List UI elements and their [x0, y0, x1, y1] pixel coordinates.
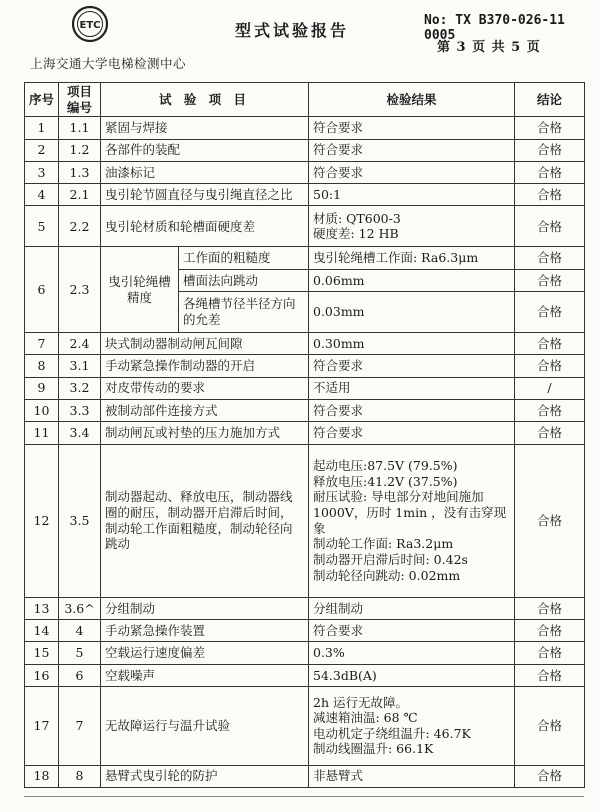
- row-seq: 8: [25, 355, 59, 377]
- row-result: 符合要求: [309, 422, 515, 444]
- row-seq: 6: [25, 247, 59, 333]
- row-conclusion: 合格: [515, 161, 585, 183]
- row-seq: 7: [25, 333, 59, 355]
- row-item: 分组制动: [101, 597, 309, 619]
- col-header-conclusion: 结论: [515, 83, 585, 117]
- table-row: [25, 597, 585, 619]
- table-row: [25, 184, 585, 206]
- row-conclusion: 合格: [515, 355, 585, 377]
- table-row: [25, 664, 585, 686]
- row-conclusion: 合格: [515, 399, 585, 421]
- row-seq: 14: [25, 620, 59, 642]
- logo-text: ETC: [79, 20, 101, 31]
- row-result: 曳引轮绳槽工作面: Ra6.3μm: [309, 247, 515, 269]
- row-result: 50:1: [309, 184, 515, 206]
- row-code: 3.4: [59, 422, 101, 444]
- row-item: 制动闸瓦或衬垫的压力施加方式: [101, 422, 309, 444]
- row-subitem: 工作面的粗糙度: [179, 247, 309, 269]
- row-result: 符合要求: [309, 399, 515, 421]
- row-conclusion: 合格: [515, 117, 585, 139]
- row-result: 非悬臂式: [309, 765, 515, 788]
- table-row: [25, 620, 585, 642]
- row-result: 符合要求: [309, 139, 515, 161]
- row-result: 0.03mm: [309, 292, 515, 333]
- row-conclusion: 合格: [515, 269, 585, 291]
- row-seq: 16: [25, 664, 59, 686]
- table-row: [25, 139, 585, 161]
- row-result: 0.30mm: [309, 333, 515, 355]
- table-row: [25, 333, 585, 355]
- row-result: 不适用: [309, 377, 515, 399]
- row-seq: 3: [25, 161, 59, 183]
- row-seq: 15: [25, 642, 59, 664]
- row-conclusion: 合格: [515, 247, 585, 269]
- row-code: 4: [59, 620, 101, 642]
- row-code: 3.3: [59, 399, 101, 421]
- col-header-seq: 序号: [25, 83, 59, 117]
- etc-logo: [70, 4, 110, 44]
- row-seq: 4: [25, 184, 59, 206]
- row-seq: 10: [25, 399, 59, 421]
- row-result: 符合要求: [309, 161, 515, 183]
- row-code: 1.2: [59, 139, 101, 161]
- test-report-table: [24, 82, 585, 788]
- table-row: [25, 206, 585, 247]
- row-item: 曳引轮节圆直径与曳引绳直径之比: [101, 184, 309, 206]
- table-row: [25, 117, 585, 139]
- table-header-row: [25, 83, 585, 117]
- row-code: 1.3: [59, 161, 101, 183]
- row-item: 油漆标记: [101, 161, 309, 183]
- row-conclusion: 合格: [515, 292, 585, 333]
- row-item: 块式制动器制动闸瓦间隙: [101, 333, 309, 355]
- row-item: 悬臂式曳引轮的防护: [101, 765, 309, 788]
- row-code: 2.4: [59, 333, 101, 355]
- row-conclusion: 合格: [515, 642, 585, 664]
- row-item: 无故障运行与温升试验: [101, 687, 309, 765]
- row-code: 3.1: [59, 355, 101, 377]
- row-conclusion: 合格: [515, 422, 585, 444]
- row-item: 空载噪声: [101, 664, 309, 686]
- row-result: 分组制动: [309, 597, 515, 619]
- row-item: 手动紧急操作装置: [101, 620, 309, 642]
- row-seq: 5: [25, 206, 59, 247]
- row-result: 符合要求: [309, 117, 515, 139]
- report-title: 型式试验报告: [235, 21, 350, 40]
- row-seq: 2: [25, 139, 59, 161]
- row-result: 0.3%: [309, 642, 515, 664]
- row-code: 8: [59, 765, 101, 788]
- row-item: 手动紧急操作制动器的开启: [101, 355, 309, 377]
- row-code: 3.5: [59, 444, 101, 597]
- row-seq: 13: [25, 597, 59, 619]
- row-seq: 11: [25, 422, 59, 444]
- table-row: [25, 161, 585, 183]
- table-row: [25, 687, 585, 765]
- row-result: 符合要求: [309, 620, 515, 642]
- row-code: 1.1: [59, 117, 101, 139]
- table-row: [25, 642, 585, 664]
- table-row: [25, 377, 585, 399]
- row-item: 空载运行速度偏差: [101, 642, 309, 664]
- row-code: 2.1: [59, 184, 101, 206]
- row-result: 2h 运行无故障。 减速箱油温: 68 ℃ 电动机定子绕组温升: 46.7K 制动线圈温升: 66.1K: [309, 687, 515, 765]
- row-result: 材质: QT600-3 硬度差: 12 HB: [309, 206, 515, 247]
- col-header-item: 试 验 项 目: [101, 83, 309, 117]
- row-item: 制动器起动、释放电压，制动器线圈的耐压，制动器开启滞后时间，制动轮工作面粗糙度，制动轮径向跳动: [101, 444, 309, 597]
- row-code: 7: [59, 687, 101, 765]
- row-conclusion: 合格: [515, 206, 585, 247]
- row-conclusion: 合格: [515, 620, 585, 642]
- row-code: 3.2: [59, 377, 101, 399]
- row-code: 6: [59, 664, 101, 686]
- row-conclusion: 合格: [515, 687, 585, 765]
- row-conclusion: 合格: [515, 333, 585, 355]
- col-header-code: 项目编号: [59, 83, 101, 117]
- row-item: 紧固与焊接: [101, 117, 309, 139]
- organization-name: 上海交通大学电梯检测中心: [30, 56, 187, 71]
- row-conclusion: 合格: [515, 184, 585, 206]
- row-item: 曳引轮材质和轮槽面硬度差: [101, 206, 309, 247]
- row-conclusion: 合格: [515, 139, 585, 161]
- row-group-label: 曳引轮绳槽精度: [101, 247, 179, 333]
- row-result: 起动电压:87.5V (79.5%) 释放电压:41.2V (37.5%) 耐压试验: 导电部分对地间施加 1000V，历时 1min ，没有击穿现象 制动轮工作面: Ra3.2μm 制动器开启滞后时间: 0.42s 制动轮径向跳动: 0.02mm: [309, 444, 515, 597]
- row-code: 2.3: [59, 247, 101, 333]
- row-item: 对皮带传动的要求: [101, 377, 309, 399]
- row-subitem: 槽面法向跳动: [179, 269, 309, 291]
- row-conclusion: /: [515, 377, 585, 399]
- report-number: No: TX B370-026-11 0005: [424, 13, 565, 43]
- row-result: 54.3dB(A): [309, 664, 515, 686]
- row-code: 5: [59, 642, 101, 664]
- row-seq: 18: [25, 765, 59, 788]
- row-conclusion: 合格: [515, 444, 585, 597]
- row-item: 被制动部件连接方式: [101, 399, 309, 421]
- table-row: [25, 765, 585, 788]
- row-code: 2.2: [59, 206, 101, 247]
- row-seq: 17: [25, 687, 59, 765]
- col-header-result: 检验结果: [309, 83, 515, 117]
- row-seq: 12: [25, 444, 59, 597]
- table-row: [25, 444, 585, 597]
- row-code: 3.6^: [59, 597, 101, 619]
- row-seq: 1: [25, 117, 59, 139]
- row-subitem: 各绳槽节径半径方向的允差: [179, 292, 309, 333]
- page-bottom-rule: [24, 796, 584, 797]
- table-row: [25, 355, 585, 377]
- table-row: [25, 399, 585, 421]
- row-seq: 9: [25, 377, 59, 399]
- page-info: 第 3 页 共 5 页: [437, 40, 541, 55]
- row-result: 符合要求: [309, 355, 515, 377]
- table-row: [25, 247, 585, 269]
- row-result: 0.06mm: [309, 269, 515, 291]
- row-conclusion: 合格: [515, 765, 585, 788]
- row-conclusion: 合格: [515, 597, 585, 619]
- row-item: 各部件的装配: [101, 139, 309, 161]
- table-row: [25, 422, 585, 444]
- row-conclusion: 合格: [515, 664, 585, 686]
